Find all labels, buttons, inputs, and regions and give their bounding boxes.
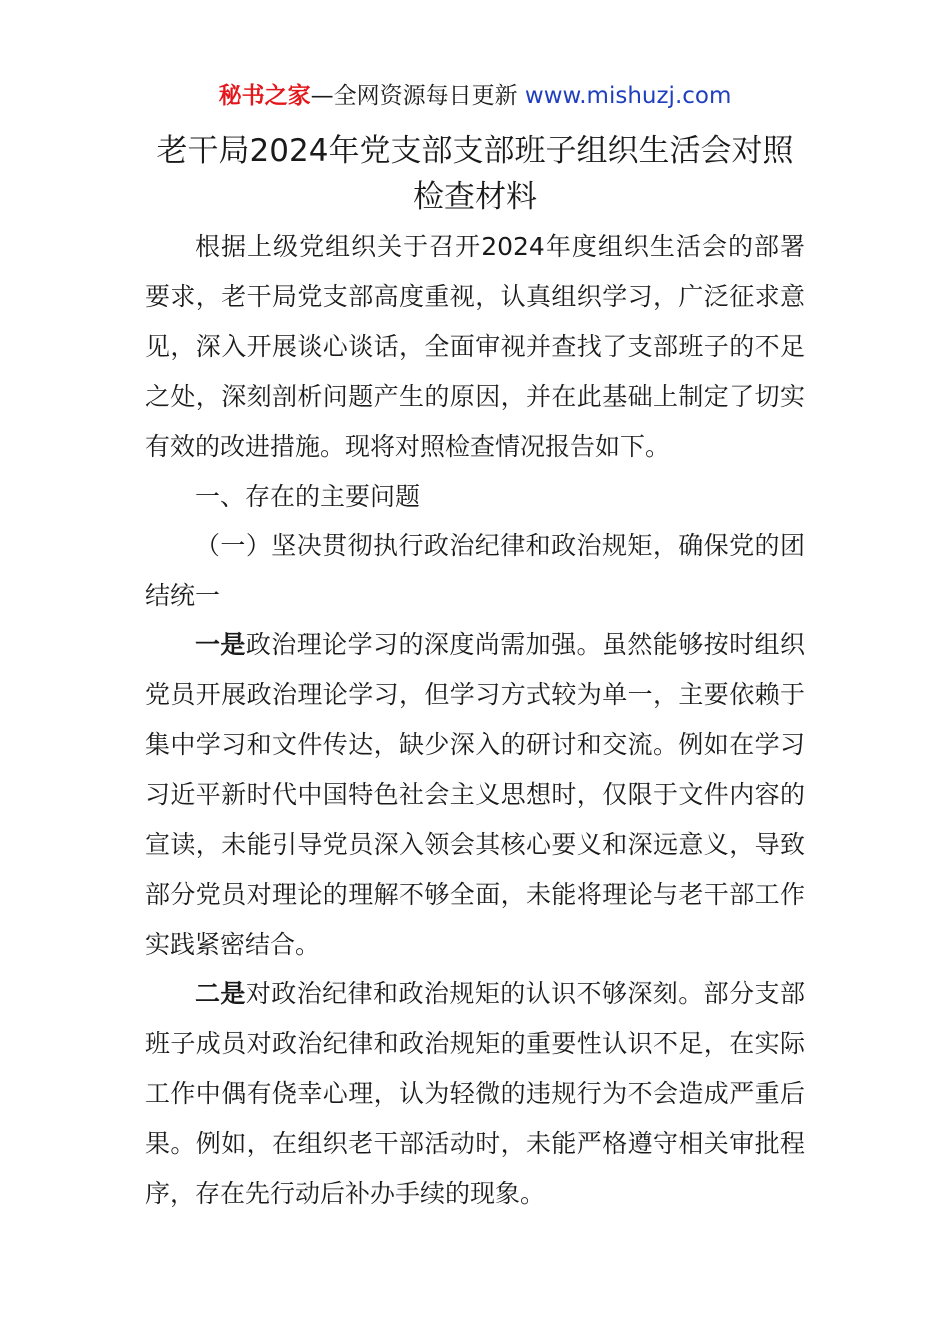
- brand-name: 秘书之家: [218, 83, 311, 109]
- point-1-paragraph: [145, 620, 805, 970]
- subsection-1-heading: [145, 521, 805, 621]
- point-1-lead: 一是: [195, 630, 246, 659]
- point-2-lead: 二是: [195, 979, 246, 1008]
- site-header: [0, 80, 950, 112]
- section-heading-text: 一、存在的主要问题: [195, 482, 421, 511]
- site-url-link[interactable]: www.mishuzj.com: [524, 83, 732, 109]
- point-2-text: 对政治纪律和政治规矩的认识不够深刻。部分支部班子成员对政治纪律和政治规矩的重要性认识不足，在实际工作中偶有侥幸心理，认为轻微的违规行为不会造成严重后果。例如，在组织老干部活动时，未能严格遵守相关审批程序，存在先行动后补办手续的现象。: [145, 979, 805, 1208]
- header-tagline: —全网资源每日更新: [310, 83, 518, 109]
- section-1-heading: [145, 472, 805, 522]
- document-title: [100, 128, 850, 220]
- title-line-1: 老干局2024年党支部支部班子组织生活会对照: [156, 133, 794, 169]
- point-1-text: 政治理论学习的深度尚需加强。虽然能够按时组织党员开展政治理论学习，但学习方式较为单一，主要依赖于集中学习和文件传达，缺少深入的研讨和交流。例如在学习习近平新时代中国特色社会主义思想时，仅限于文件内容的宣读，未能引导党员深入领会其核心要义和深远意义，导致部分党员对理论的理解不够全面，未能将理论与老干部工作实践紧密结合。: [145, 630, 805, 959]
- subsection-heading-text: （一）坚决贯彻执行政治纪律和政治规矩，确保党的团结统一: [145, 531, 805, 610]
- title-line-2: 检查材料: [413, 179, 537, 215]
- point-2-paragraph: [145, 969, 805, 1219]
- intro-text: 根据上级党组织关于召开2024年度组织生活会的部署要求，老干局党支部高度重视，认真组织学习，广泛征求意见，深入开展谈心谈话，全面审视并查找了支部班子的不足之处，深刻剖析问题产生的原因，并在此基础上制定了切实有效的改进措施。现将对照检查情况报告如下。: [145, 232, 805, 461]
- intro-paragraph: [145, 222, 805, 472]
